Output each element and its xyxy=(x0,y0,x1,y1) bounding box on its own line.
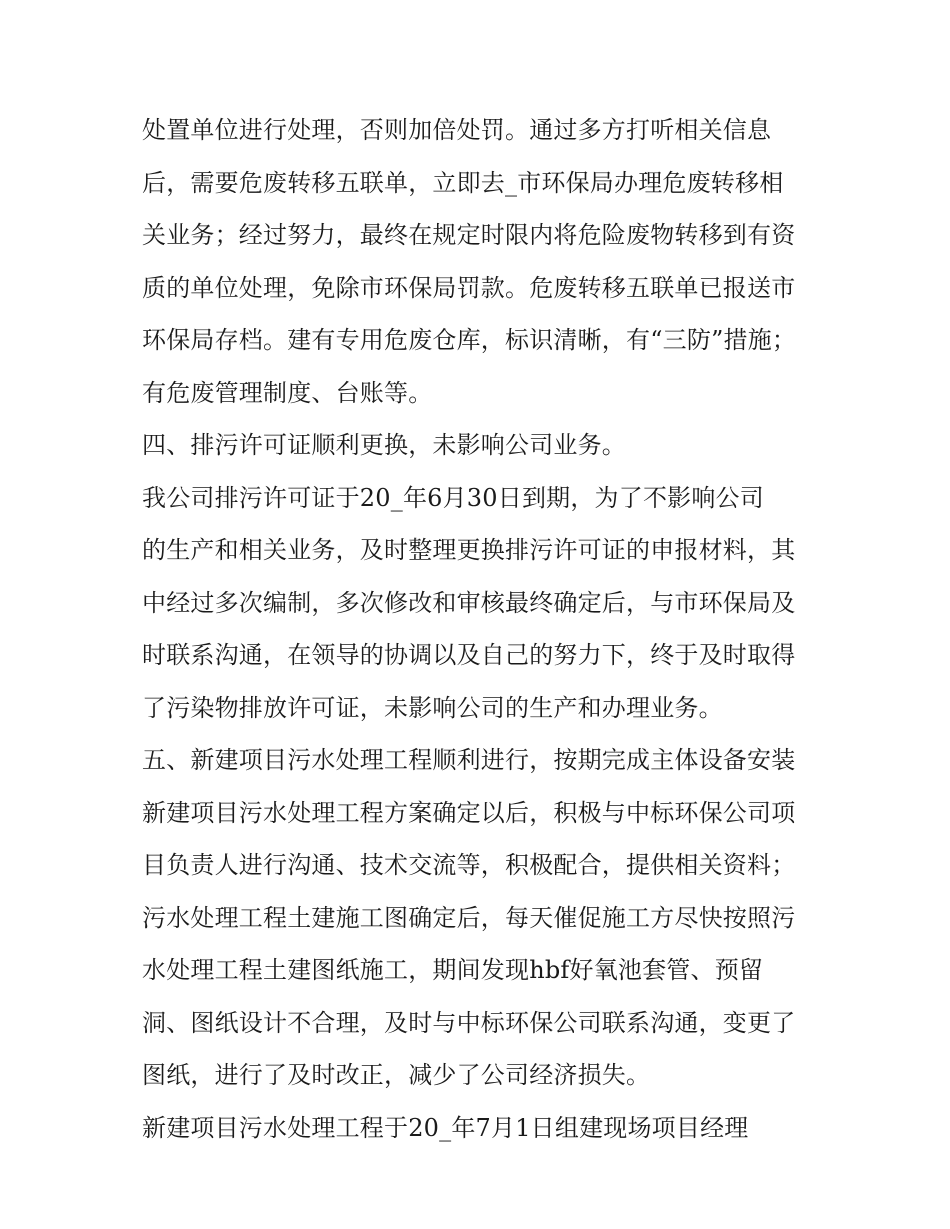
text-line: 新建项目污水处理工程于20_年7月1日组建现场项目经理 xyxy=(142,1113,749,1142)
text-line: 关业务；经过努力，最终在规定时限内将危险废物转移到有资 xyxy=(142,221,796,249)
text-line: 目负责人进行沟通、技术交流等，积极配合，提供相关资料； xyxy=(142,851,796,879)
text-line: 新建项目污水处理工程方案确定以后，积极与中标环保公司项 xyxy=(142,798,796,827)
text-line: 时联系沟通，在领导的协调以及自己的努力下，终于及时取得 xyxy=(142,641,796,669)
text-line: 洞、图纸设计不合理，及时与中标环保公司联系沟通，变更了 xyxy=(142,1008,796,1037)
text-line: 中经过多次编制，多次修改和审核最终确定后，与市环保局及 xyxy=(142,588,796,617)
text-line: 后，需要危废转移五联单，立即去_市环保局办理危废转移相 xyxy=(142,168,784,197)
text-line: 环保局存档。建有专用危废仓库，标识清晰，有“三防”措施； xyxy=(142,326,797,354)
text-line: 污水处理工程土建施工图确定后，每天催促施工方尽快按照污 xyxy=(142,903,796,932)
text-line: 了污染物排放许可证，未影响公司的生产和办理业务。 xyxy=(142,693,723,722)
text-line: 图纸，进行了及时改正，减少了公司经济损失。 xyxy=(142,1061,651,1089)
document-body xyxy=(142,110,822,1160)
text-line: 质的单位处理，免除市环保局罚款。危废转移五联单已报送市 xyxy=(142,273,796,302)
text-line: 的生产和相关业务，及时整理更换排污许可证的申报材料，其 xyxy=(142,536,796,564)
section-heading: 五、新建项目污水处理工程顺利进行，按期完成主体设备安装 xyxy=(142,746,796,774)
text-line: 我公司排污许可证于20_年6月30日到期，为了不影响公司 xyxy=(142,483,764,512)
section-heading: 四、排污许可证顺利更换，未影响公司业务。 xyxy=(142,431,626,459)
text-line: 水处理工程土建图纸施工，期间发现hbf好氧池套管、预留 xyxy=(142,956,764,984)
text-line: 处置单位进行处理，否则加倍处罚。通过多方打听相关信息 xyxy=(142,116,772,144)
text-line: 有危废管理制度、台账等。 xyxy=(142,378,433,407)
